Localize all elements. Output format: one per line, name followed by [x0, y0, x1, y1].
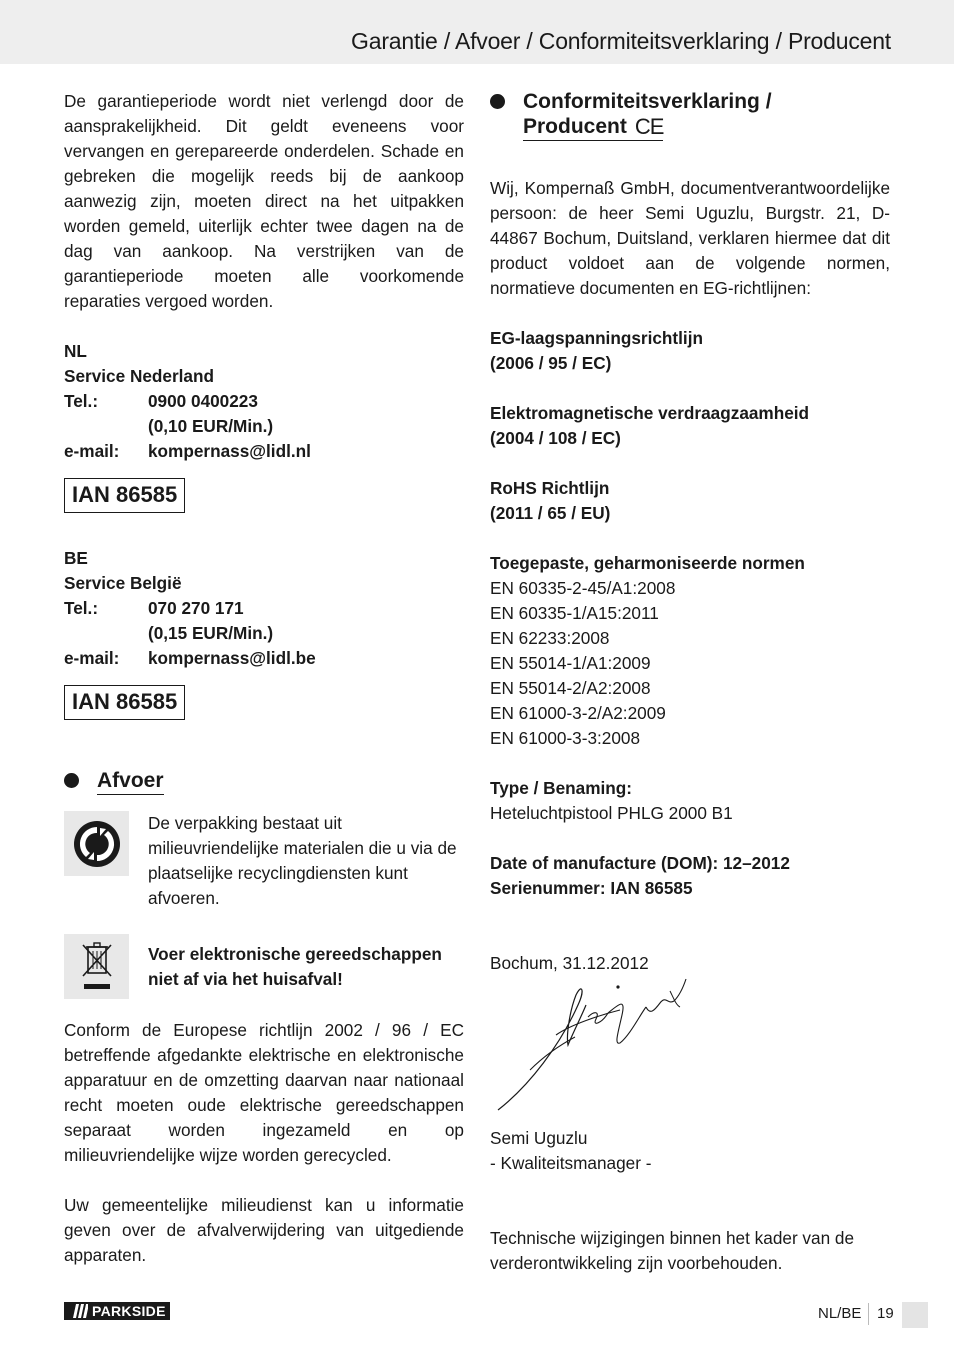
ian-box-nl: IAN 86585: [64, 478, 185, 513]
packaging-row: [64, 811, 464, 911]
conformity-heading-line2: [523, 114, 663, 141]
standards-block: [490, 551, 890, 751]
standard-item: EN 55014-1/A1:2009: [490, 653, 651, 673]
service-tel-row-be: [64, 596, 464, 621]
service-rate-row-nl: [64, 414, 464, 439]
header-band: [0, 0, 954, 64]
ian-box-be: IAN 86585: [64, 685, 185, 720]
type-value: Heteluchtpistool PHLG 2000 B1: [490, 803, 733, 823]
standard-item: EN 61000-3-3:2008: [490, 728, 641, 748]
tel-label: Tel.:: [64, 391, 99, 411]
weee-warning-text: Voer elektronische gereedschappen niet af via het huisafval!: [148, 944, 442, 989]
date-of-manufacture: Date of manufacture (DOM): 12–2012: [490, 853, 790, 873]
directive-item: RoHS Richtlijn (2011 / 65 / EU): [490, 478, 611, 523]
directive-paragraph: Conform de Europese richtlijn 2002 / 96 / EC betreffende afgedankte elektrische en elektronische apparatuur en de omzetting daarvan naar nationaal recht moeten oude elektrische gereedschappen separaat worden ingezameld en op milieuvriendelijke wijze worden gerecycled.: [64, 1020, 464, 1165]
footer-tab: [902, 1302, 928, 1328]
service-email-row-nl: [64, 439, 464, 464]
email-be: kompernass@lidl.be: [148, 648, 316, 668]
service-tel-row-nl: [64, 389, 464, 414]
type-label: Type / Benaming:: [490, 778, 632, 798]
place-date: Bochum, 31.12.2012: [490, 953, 649, 973]
standards-heading: Toegepaste, geharmoniseerde normen: [490, 553, 805, 573]
producent-label: Producent: [523, 115, 627, 138]
conformity-heading-block: [523, 89, 772, 141]
technical-footnote: Technische wijzigingen binnen het kader van de verderontwikkeling zijn voorbehouden.: [490, 1228, 855, 1273]
service-block-be: [64, 546, 464, 720]
left-column: [64, 89, 464, 1268]
warranty-paragraph: De garantieperiode wordt niet verlengd door de aansprakelijkheid. Dit geldt eveneens voor vervangen en gerepareerde onderdelen. Schade en gebreken die mogelijk reeds bij de aankoop aanwezig zijn, moeten direct na het uitpakken worden gemeld, uiterlijk echter twee dagen na de dag van aankoop. Na verstrijken van de garantieperiode moeten alle voorkomende reparaties vergoed worden.: [64, 91, 464, 311]
service-name-nl: Service Nederland: [64, 366, 214, 386]
tel-number-be: 070 270 171: [148, 598, 244, 618]
conformity-heading-line1: Conformiteitsverklaring /: [523, 90, 772, 113]
email-label: e-mail:: [64, 648, 120, 668]
language-code: NL/BE: [818, 1305, 862, 1322]
tel-number-nl: 0900 0400223: [148, 391, 258, 411]
standard-item: EN 55014-2/A2:2008: [490, 678, 651, 698]
municipal-paragraph: Uw gemeentelijke milieudienst kan u informatie geven over de afvalverwijdering van uitgediende apparaten.: [64, 1195, 464, 1265]
service-block-nl: [64, 339, 464, 513]
email-nl: kompernass@lidl.nl: [148, 441, 311, 461]
serial-number: Serienummer: IAN 86585: [490, 878, 693, 898]
manufacture-block: [490, 851, 890, 901]
afvoer-heading: [64, 768, 464, 795]
standard-item: EN 60335-1/A15:2011: [490, 603, 659, 623]
service-rate-row-be: [64, 621, 464, 646]
email-label: e-mail:: [64, 441, 120, 461]
tel-rate-be: (0,15 EUR/Min.): [148, 623, 274, 643]
brand-name: PARKSIDE: [92, 1303, 166, 1319]
page-title: Garantie / Afvoer / Conformiteitsverklaring / Producent: [351, 28, 891, 54]
directive-item: Elektromagnetische verdraagzaamheid (2004 / 108 / EC): [490, 403, 810, 448]
crossed-out-bin-icon: [64, 934, 129, 999]
afvoer-heading-text: Afvoer: [97, 768, 164, 795]
bullet-icon: [490, 94, 505, 109]
standard-item: EN 62233:2008: [490, 628, 610, 648]
conformity-heading: [490, 89, 890, 141]
signer-name: Semi Uguzlu: [490, 1128, 588, 1148]
signer-role: - Kwaliteitsmanager -: [490, 1153, 652, 1173]
declaration-intro: Wij, Kompernaß GmbH, documentverantwoordelijke persoon: de heer Semi Uguzlu, Burgstr. 21, D-44867 Bochum, Duitsland, verklaren hiermee dat dit product voldoet aan de volgende normen, normatieve documenten en EG-richtlijnen:: [490, 178, 890, 298]
page-number: 19: [877, 1305, 894, 1322]
tel-label: Tel.:: [64, 598, 99, 618]
service-country-nl: NL: [64, 341, 87, 361]
directive-item: EG-laagspanningsrichtlijn (2006 / 95 / EC): [490, 328, 703, 373]
ce-mark-icon: CE: [634, 114, 664, 139]
service-country-be: BE: [64, 548, 88, 568]
logo-stripes-icon: [70, 1302, 88, 1320]
footer-divider: [868, 1303, 869, 1325]
service-name-be: Service België: [64, 573, 182, 593]
weee-row: [64, 934, 464, 999]
signature: [490, 975, 700, 1115]
standard-item: EN 60335-2-45/A1:2008: [490, 578, 676, 598]
parkside-logo: [64, 1302, 170, 1320]
type-block: [490, 776, 890, 826]
service-email-row-be: [64, 646, 464, 671]
bullet-icon: [64, 773, 79, 788]
packaging-text: De verpakking bestaat uit milieuvriendelijke materialen die u via de plaatselijke recyclingdiensten kunt afvoeren.: [148, 813, 457, 908]
tel-rate-nl: (0,10 EUR/Min.): [148, 416, 274, 436]
green-dot-recycling-icon: [64, 811, 129, 876]
standard-item: EN 61000-3-2/A2:2009: [490, 703, 666, 723]
